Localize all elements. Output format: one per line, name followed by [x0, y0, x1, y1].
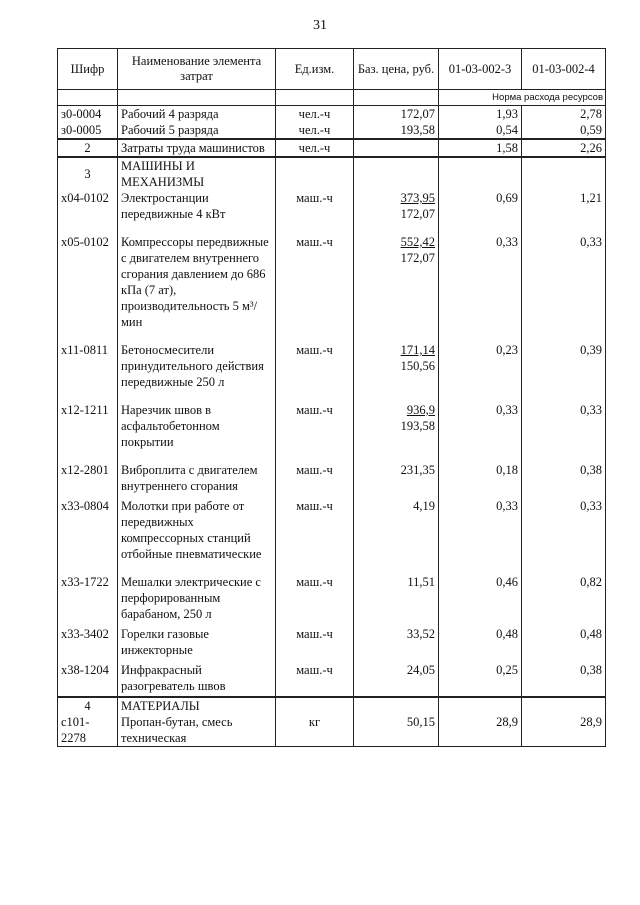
row-value-1: 0,25	[439, 662, 522, 697]
row-value-2: 0,39	[522, 342, 606, 402]
row-name: Горелки газовые инжекторные	[118, 626, 276, 662]
row-code: х05-0102	[58, 234, 118, 342]
table-row	[58, 106, 606, 123]
row-name: Бетоносмесители принудительного действия передвижные 250 л	[118, 342, 276, 402]
row-name: Компрессоры передвижные с двигателем внутреннего сгорания давлением до 686 кПа (7 ат), производительность 5 м³/мин	[118, 234, 276, 342]
row-value-1: 0,33	[439, 234, 522, 342]
header-name: Наименование элемента затрат	[118, 49, 276, 90]
row-value-1: 0,69	[439, 190, 522, 234]
row-price: 50,15	[354, 714, 439, 747]
row-name: Электростанции передвижные 4 кВт	[118, 190, 276, 234]
row-value-2: 2,26	[522, 139, 606, 157]
table-row	[58, 462, 606, 498]
row-price-secondary: 150,56	[400, 359, 435, 373]
row-code: х33-3402	[58, 626, 118, 662]
row-name: Молотки при работе от передвижных компрессорных станций отбойные пневматические	[118, 498, 276, 574]
row-code: х12-1211	[58, 402, 118, 462]
row-value-2: 28,9	[522, 714, 606, 747]
row-value-2: 0,38	[522, 662, 606, 697]
norm-label-row	[58, 90, 606, 106]
row-price: 24,05	[354, 662, 439, 697]
table-row	[58, 402, 606, 462]
norm-label: Норма расхода ресурсов	[439, 90, 606, 106]
row-value-1: 0,46	[439, 574, 522, 626]
row-value-2: 0,82	[522, 574, 606, 626]
row-code: х33-1722	[58, 574, 118, 626]
row-value-2: 2,78	[522, 106, 606, 123]
row-unit: кг	[276, 714, 354, 747]
section-code: 2	[58, 139, 118, 157]
row-unit: маш.-ч	[276, 498, 354, 574]
row-value-1: 0,23	[439, 342, 522, 402]
row-value-2: 1,21	[522, 190, 606, 234]
row-name: Пропан-бутан, смесь техническая	[118, 714, 276, 747]
row-price-secondary: 172,07	[400, 207, 435, 221]
row-value-2: 0,33	[522, 234, 606, 342]
table-row	[58, 498, 606, 574]
row-code: с101-2278	[58, 714, 118, 747]
row-name: Нарезчик швов в асфальтобетонном покрытии	[118, 402, 276, 462]
row-code: з0-0005	[58, 122, 118, 139]
table-row	[58, 574, 606, 626]
section-row	[58, 157, 606, 190]
row-name: Виброплита с двигателем внутреннего сгорания	[118, 462, 276, 498]
resource-table	[57, 48, 606, 747]
section-title: МАТЕРИАЛЫ	[118, 697, 276, 714]
header-code: Шифр	[58, 49, 118, 90]
section-code: 3	[58, 157, 118, 190]
table-row	[58, 342, 606, 402]
row-price: 552,42	[400, 235, 435, 249]
row-value-2: 0,59	[522, 122, 606, 139]
row-name: Инфракрасный разогреватель швов	[118, 662, 276, 697]
row-code: з0-0004	[58, 106, 118, 123]
row-code: х04-0102	[58, 190, 118, 234]
row-value-1: 0,33	[439, 498, 522, 574]
row-code: х33-0804	[58, 498, 118, 574]
row-unit: маш.-ч	[276, 234, 354, 342]
row-code: х38-1204	[58, 662, 118, 697]
table-header-row	[58, 49, 606, 90]
table-row	[58, 234, 606, 342]
row-value-1: 0,18	[439, 462, 522, 498]
row-price: 936,9	[406, 403, 435, 417]
row-name: Затраты труда машинистов	[118, 139, 276, 157]
row-value-1: 0,54	[439, 122, 522, 139]
row-name: Рабочий 4 разряда	[118, 106, 276, 123]
row-value-1: 28,9	[439, 714, 522, 747]
row-unit: чел.-ч	[276, 122, 354, 139]
row-price-secondary: 193,58	[400, 419, 435, 433]
section-code: 4	[58, 697, 118, 714]
row-value-2: 0,38	[522, 462, 606, 498]
row-unit: маш.-ч	[276, 462, 354, 498]
row-name: Рабочий 5 разряда	[118, 122, 276, 139]
row-code: х11-0811	[58, 342, 118, 402]
header-unit: Ед.изм.	[276, 49, 354, 90]
row-price: 373,95	[400, 191, 435, 205]
row-unit: маш.-ч	[276, 662, 354, 697]
row-price: 33,52	[354, 626, 439, 662]
row-name: Мешалки электрические с перфорированным барабаном, 250 л	[118, 574, 276, 626]
row-unit: маш.-ч	[276, 342, 354, 402]
header-price: Баз. цена, руб.	[354, 49, 439, 90]
row-price: 4,19	[354, 498, 439, 574]
section-row	[58, 697, 606, 714]
row-unit: маш.-ч	[276, 626, 354, 662]
row-price: 231,35	[354, 462, 439, 498]
row-unit: маш.-ч	[276, 574, 354, 626]
row-code: х12-2801	[58, 462, 118, 498]
table-row	[58, 626, 606, 662]
row-unit: маш.-ч	[276, 190, 354, 234]
row-price: 172,07	[354, 106, 439, 123]
row-value-2: 0,33	[522, 498, 606, 574]
row-value-1: 1,93	[439, 106, 522, 123]
section-title: МАШИНЫ И МЕХАНИЗМЫ	[118, 157, 276, 190]
row-value-1: 0,48	[439, 626, 522, 662]
row-price-secondary: 172,07	[400, 251, 435, 265]
row-price: 193,58	[354, 122, 439, 139]
table-row	[58, 714, 606, 747]
table-row	[58, 190, 606, 234]
row-unit: маш.-ч	[276, 402, 354, 462]
row-price: 11,51	[354, 574, 439, 626]
table-row	[58, 122, 606, 139]
row-unit: чел.-ч	[276, 106, 354, 123]
row-value-2: 0,48	[522, 626, 606, 662]
header-col5: 01-03-002-3	[439, 49, 522, 90]
row-unit: чел.-ч	[276, 139, 354, 157]
row-value-1: 0,33	[439, 402, 522, 462]
row-price: 171,14	[400, 343, 435, 357]
page-number: 31	[313, 18, 327, 33]
row-value-2: 0,33	[522, 402, 606, 462]
section-row	[58, 139, 606, 157]
header-col6: 01-03-002-4	[522, 49, 606, 90]
table-row	[58, 662, 606, 697]
row-value-1: 1,58	[439, 139, 522, 157]
